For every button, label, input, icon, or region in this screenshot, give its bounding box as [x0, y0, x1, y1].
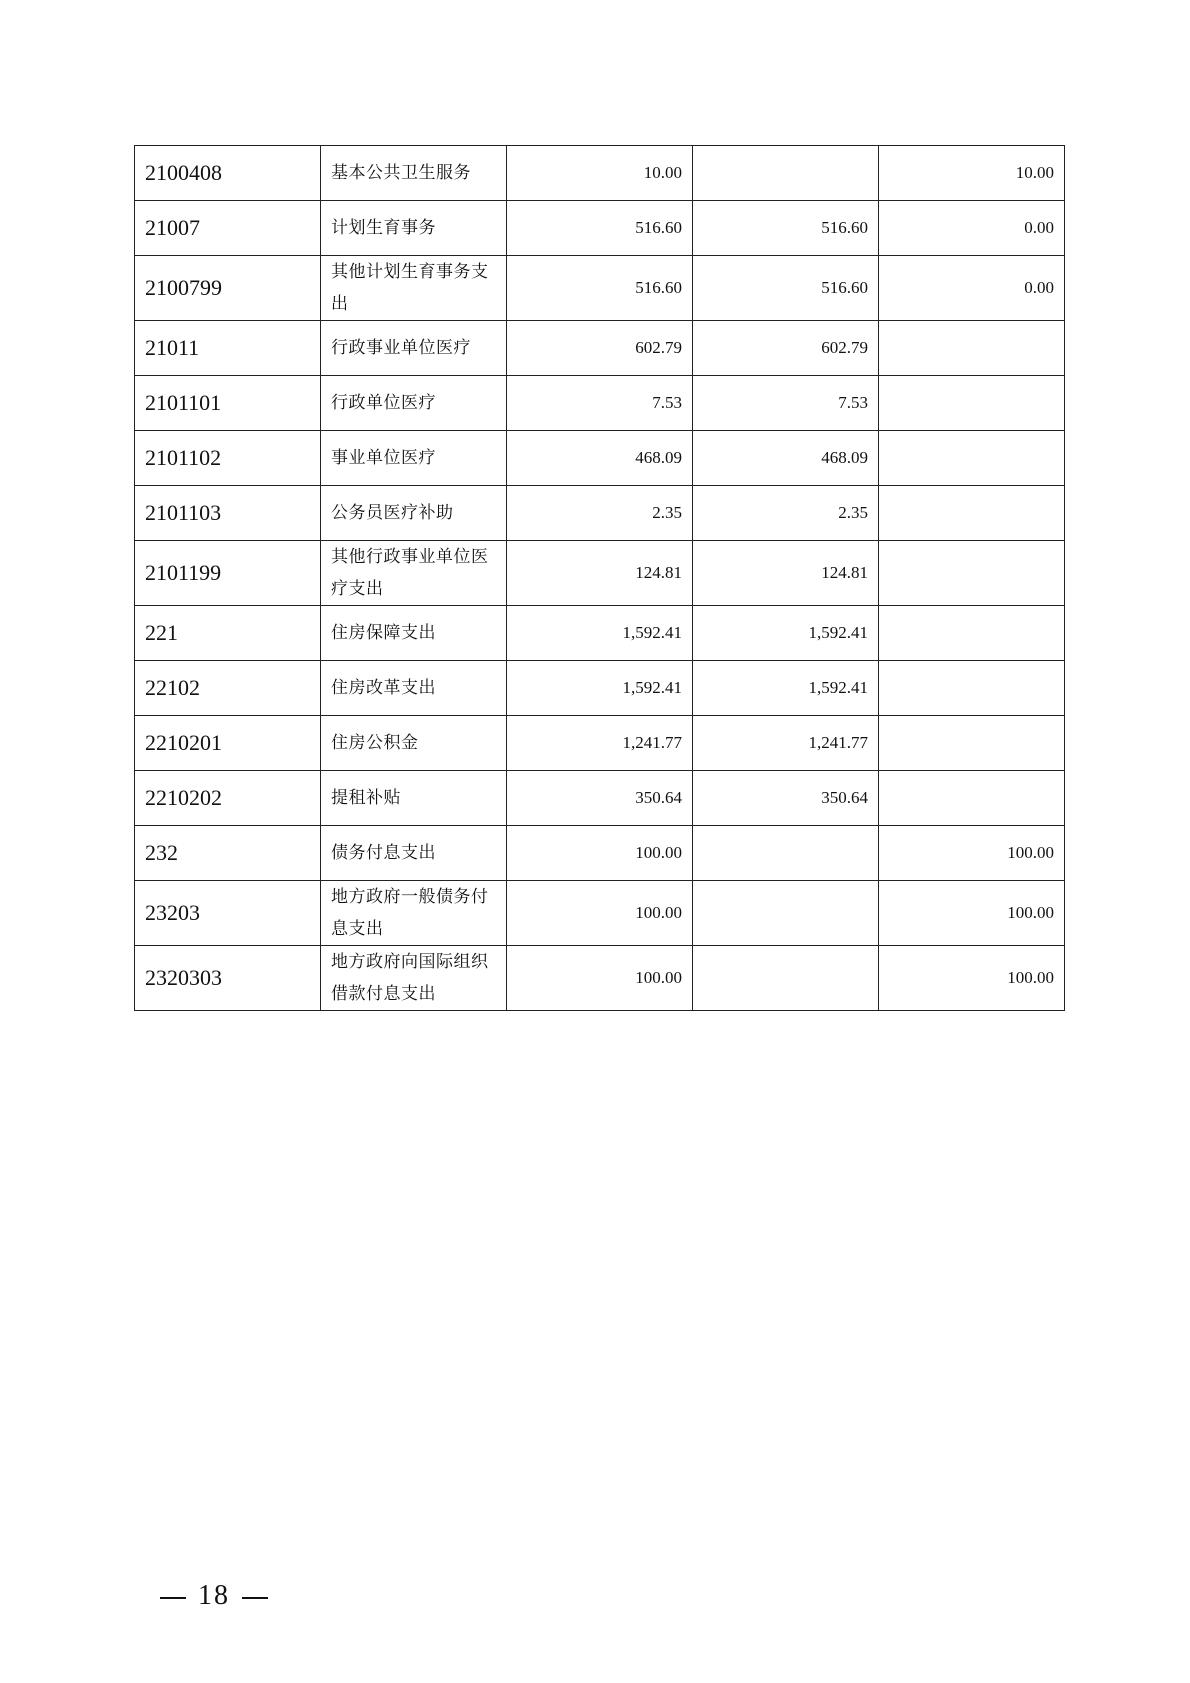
- cell-total-amount: 100.00: [507, 946, 693, 1011]
- cell-project-expenditure: [879, 541, 1065, 606]
- cell-project-expenditure: 100.00: [879, 946, 1065, 1011]
- table-row: [135, 881, 1065, 946]
- cell-project-expenditure: [879, 486, 1065, 541]
- table-body: [135, 146, 1065, 1011]
- cell-item-name: 住房改革支出: [321, 661, 507, 716]
- cell-basic-expenditure: 2.35: [693, 486, 879, 541]
- cell-project-expenditure: 10.00: [879, 146, 1065, 201]
- cell-item-name: 事业单位医疗: [321, 431, 507, 486]
- table-row: [135, 201, 1065, 256]
- table-row: [135, 771, 1065, 826]
- cell-item-name: 公务员医疗补助: [321, 486, 507, 541]
- cell-total-amount: 2.35: [507, 486, 693, 541]
- cell-function-code: 2100408: [135, 146, 321, 201]
- cell-item-name: 其他计划生育事务支出: [321, 256, 507, 321]
- cell-item-name: 计划生育事务: [321, 201, 507, 256]
- table-row: [135, 376, 1065, 431]
- cell-project-expenditure: [879, 771, 1065, 826]
- cell-basic-expenditure: 516.60: [693, 201, 879, 256]
- cell-function-code: 2210201: [135, 716, 321, 771]
- budget-expenditure-table: [134, 145, 1065, 1011]
- table-row: [135, 256, 1065, 321]
- right-dash: [242, 1597, 268, 1599]
- table-row: [135, 321, 1065, 376]
- cell-basic-expenditure: [693, 881, 879, 946]
- cell-total-amount: 1,592.41: [507, 606, 693, 661]
- cell-project-expenditure: [879, 661, 1065, 716]
- cell-function-code: 21007: [135, 201, 321, 256]
- cell-project-expenditure: 100.00: [879, 826, 1065, 881]
- cell-function-code: 2101102: [135, 431, 321, 486]
- cell-function-code: 22102: [135, 661, 321, 716]
- left-dash: [160, 1597, 186, 1599]
- cell-project-expenditure: [879, 431, 1065, 486]
- table-row: [135, 826, 1065, 881]
- cell-basic-expenditure: [693, 826, 879, 881]
- cell-function-code: 2101103: [135, 486, 321, 541]
- cell-basic-expenditure: 516.60: [693, 256, 879, 321]
- cell-item-name: 住房保障支出: [321, 606, 507, 661]
- cell-project-expenditure: [879, 716, 1065, 771]
- cell-total-amount: 1,592.41: [507, 661, 693, 716]
- cell-basic-expenditure: 1,592.41: [693, 606, 879, 661]
- cell-function-code: 2100799: [135, 256, 321, 321]
- cell-item-name: 地方政府向国际组织借款付息支出: [321, 946, 507, 1011]
- cell-function-code: 23203: [135, 881, 321, 946]
- cell-function-code: 2101199: [135, 541, 321, 606]
- table-row: [135, 431, 1065, 486]
- table-row: [135, 606, 1065, 661]
- table-row: [135, 541, 1065, 606]
- cell-function-code: 221: [135, 606, 321, 661]
- cell-function-code: 2210202: [135, 771, 321, 826]
- cell-project-expenditure: 0.00: [879, 256, 1065, 321]
- page-footer: [148, 1580, 280, 1612]
- table-row: [135, 486, 1065, 541]
- cell-item-name: 行政单位医疗: [321, 376, 507, 431]
- cell-item-name: 提租补贴: [321, 771, 507, 826]
- table-row: [135, 661, 1065, 716]
- cell-basic-expenditure: 124.81: [693, 541, 879, 606]
- table-row: [135, 946, 1065, 1011]
- cell-total-amount: 468.09: [507, 431, 693, 486]
- cell-basic-expenditure: 602.79: [693, 321, 879, 376]
- cell-project-expenditure: [879, 606, 1065, 661]
- cell-function-code: 21011: [135, 321, 321, 376]
- cell-total-amount: 124.81: [507, 541, 693, 606]
- cell-project-expenditure: 0.00: [879, 201, 1065, 256]
- cell-total-amount: 1,241.77: [507, 716, 693, 771]
- cell-item-name: 地方政府一般债务付息支出: [321, 881, 507, 946]
- table-row: [135, 716, 1065, 771]
- cell-function-code: 2101101: [135, 376, 321, 431]
- cell-basic-expenditure: [693, 146, 879, 201]
- cell-total-amount: 10.00: [507, 146, 693, 201]
- cell-total-amount: 516.60: [507, 256, 693, 321]
- cell-project-expenditure: [879, 321, 1065, 376]
- cell-total-amount: 516.60: [507, 201, 693, 256]
- cell-total-amount: 100.00: [507, 826, 693, 881]
- cell-basic-expenditure: 1,241.77: [693, 716, 879, 771]
- cell-item-name: 其他行政事业单位医疗支出: [321, 541, 507, 606]
- table-row: [135, 146, 1065, 201]
- cell-item-name: 行政事业单位医疗: [321, 321, 507, 376]
- page-number: 18: [198, 1580, 230, 1611]
- cell-function-code: 2320303: [135, 946, 321, 1011]
- cell-item-name: 住房公积金: [321, 716, 507, 771]
- cell-basic-expenditure: 1,592.41: [693, 661, 879, 716]
- cell-function-code: 232: [135, 826, 321, 881]
- cell-basic-expenditure: 7.53: [693, 376, 879, 431]
- cell-total-amount: 100.00: [507, 881, 693, 946]
- cell-basic-expenditure: 350.64: [693, 771, 879, 826]
- cell-item-name: 债务付息支出: [321, 826, 507, 881]
- cell-total-amount: 7.53: [507, 376, 693, 431]
- cell-total-amount: 350.64: [507, 771, 693, 826]
- cell-total-amount: 602.79: [507, 321, 693, 376]
- cell-item-name: 基本公共卫生服务: [321, 146, 507, 201]
- cell-project-expenditure: [879, 376, 1065, 431]
- cell-project-expenditure: 100.00: [879, 881, 1065, 946]
- cell-basic-expenditure: [693, 946, 879, 1011]
- cell-basic-expenditure: 468.09: [693, 431, 879, 486]
